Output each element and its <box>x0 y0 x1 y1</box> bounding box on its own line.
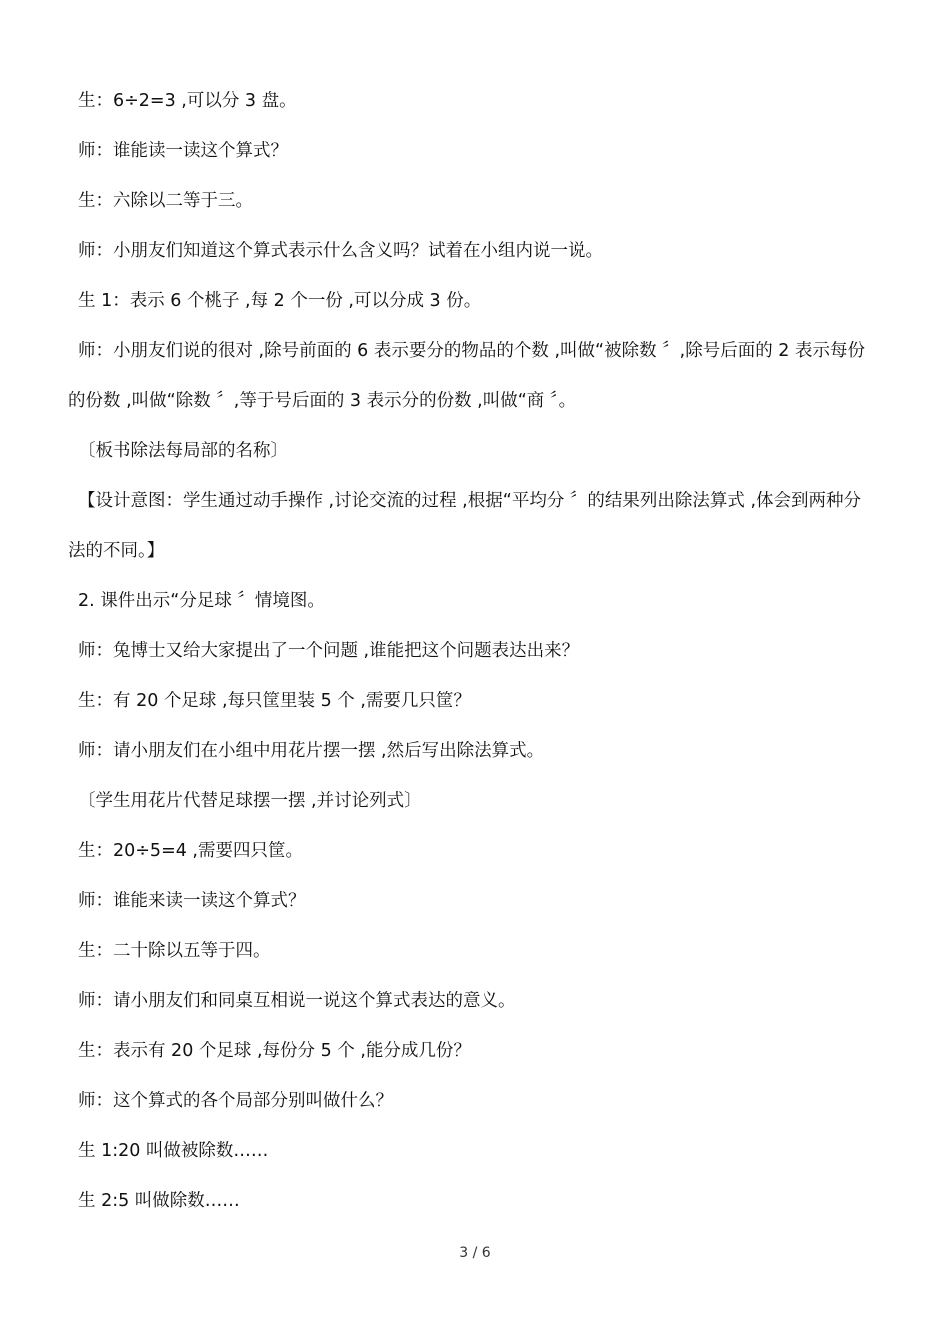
paragraph: 师：兔博士又给大家提出了一个问题 ,谁能把这个问题表达出来？ <box>78 641 580 661</box>
paragraph: 师：小朋友们说的很对 ,除号前面的 6 表示要分的物品的个数 ,叫做“被除数 〞,除号后面的 2 表示每份的份数 ,叫做“除数 〞,等于号后面的 3 表示分的份数 ,叫做“商 〞。 <box>68 341 865 411</box>
paragraph: 师：这个算式的各个局部分别叫做什么？ <box>78 1091 393 1111</box>
paragraph: 师：小朋友们知道这个算式表示什么含义吗？试着在小组内说一说。 <box>78 241 603 261</box>
paragraph: 师：请小朋友们在小组中用花片摆一摆 ,然后写出除法算式。 <box>78 741 545 761</box>
page-number: 3 / 6 <box>459 1245 491 1261</box>
paragraph: 师：谁能来读一读这个算式？ <box>78 891 306 911</box>
paragraph: 师：谁能读一读这个算式？ <box>78 141 288 161</box>
paragraph: 生：二十除以五等于四。 <box>78 941 271 961</box>
paragraph: 生：20÷5=4 ,需要四只筐。 <box>78 841 303 861</box>
paragraph: 生 1:20 叫做被除数…… <box>78 1141 269 1161</box>
paragraph: 2. 课件出示“分足球 〞情境图。 <box>78 591 325 611</box>
paragraph: 生：六除以二等于三。 <box>78 191 253 211</box>
paragraph: 师：请小朋友们和同桌互相说一说这个算式表达的意义。 <box>78 991 516 1011</box>
paragraph: 生：6÷2=3 ,可以分 3 盘。 <box>78 91 297 111</box>
paragraph: 〔板书除法每局部的名称〕 <box>78 441 288 461</box>
paragraph: 生 2:5 叫做除数…… <box>78 1191 240 1211</box>
paragraph: 生：表示有 20 个足球 ,每份分 5 个 ,能分成几份？ <box>78 1041 471 1061</box>
document-body <box>68 76 878 1226</box>
paragraph: 【设计意图：学生通过动手操作 ,讨论交流的过程 ,根据“平均分 〞的结果列出除法算式 ,体会到两种分法的不同。】 <box>68 491 862 561</box>
paragraph: 生：有 20 个足球 ,每只筐里装 5 个 ,需要几只筐？ <box>78 691 471 711</box>
paragraph: 〔学生用花片代替足球摆一摆 ,并讨论列式〕 <box>78 791 422 811</box>
paragraph: 生 1：表示 6 个桃子 ,每 2 个一份 ,可以分成 3 份。 <box>78 291 482 311</box>
